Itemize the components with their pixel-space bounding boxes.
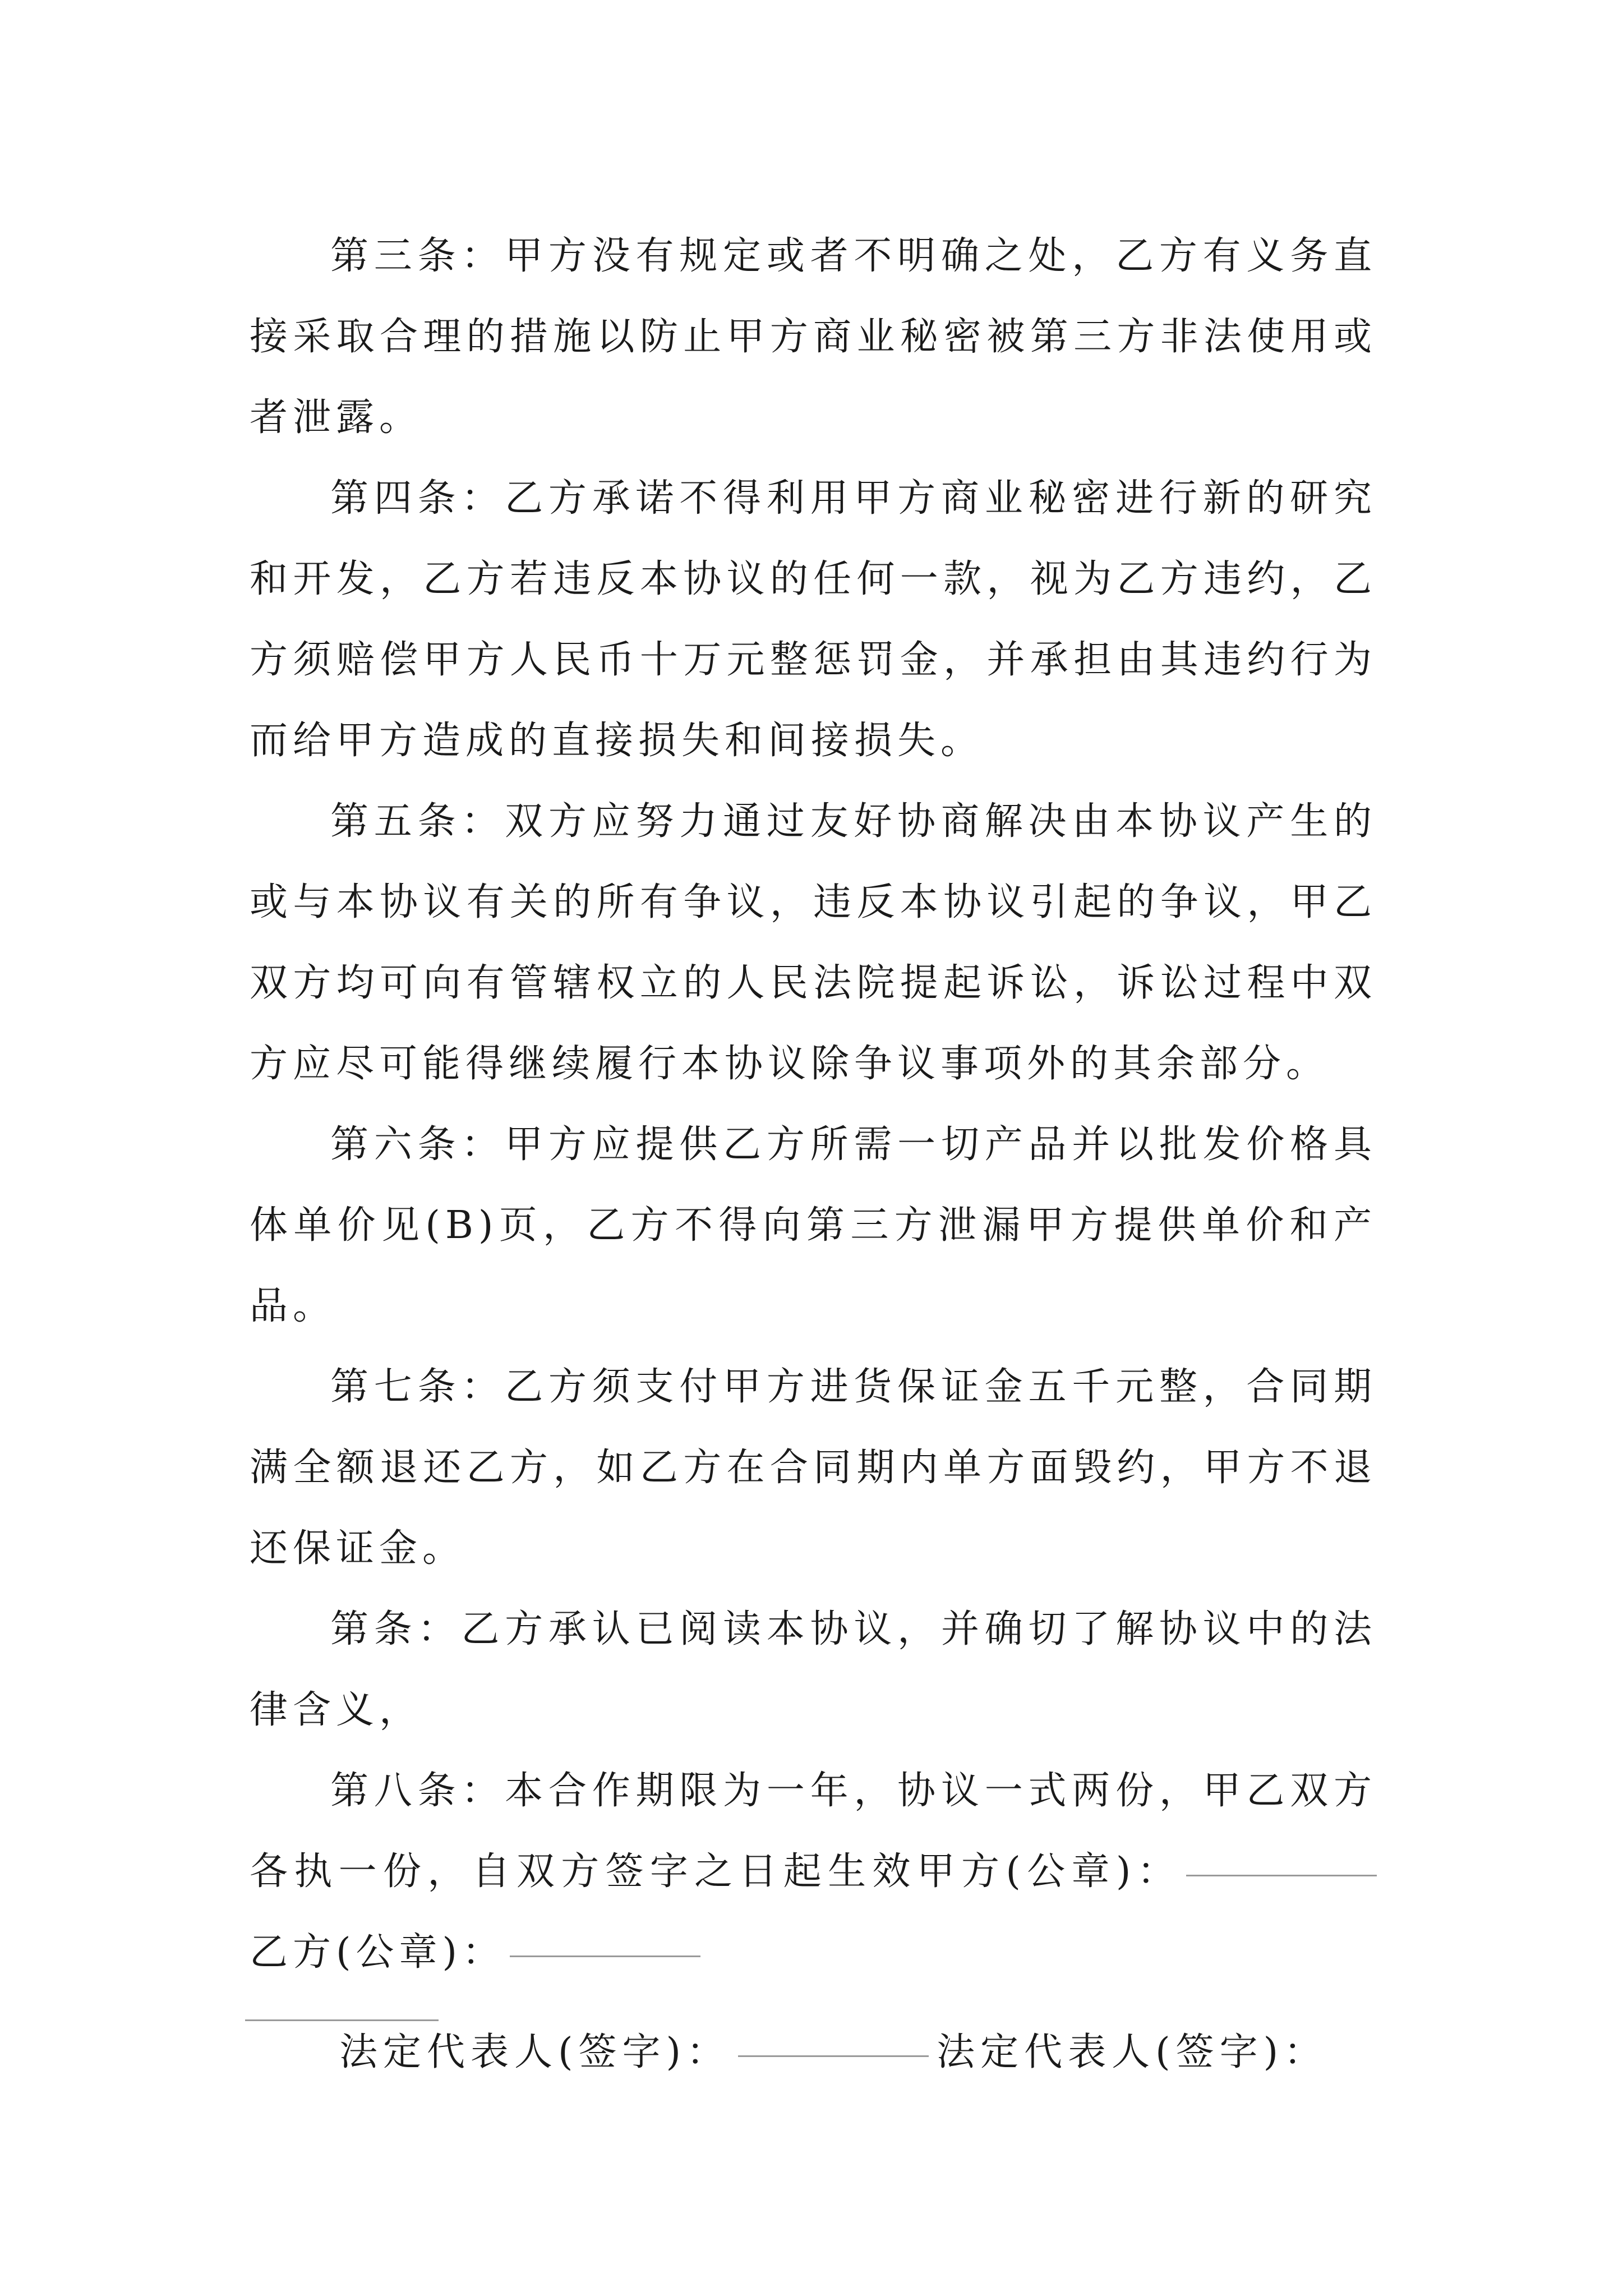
- article-7: 第七条：乙方须支付甲方进货保证金五千元整，合同期满全额退还乙方，如乙方在合同期内单方面毁约，甲方不退还保证金。: [250, 1365, 1377, 1571]
- document-body: [250, 216, 1377, 2093]
- article-4: 第四条：乙方承诺不得利用甲方商业秘密进行新的研究和开发，乙方若违反本协议的任何一款，视为乙方违约，乙方须赔偿甲方人民币十万元整惩罚金，并承担由其违约行为而给甲方造成的直接损失和间接损失。: [250, 476, 1377, 763]
- party-a-representative-label: 法定代表人(签字)：: [339, 2030, 731, 2074]
- article-5: 第五条：双方应努力通过友好协商解决由本协议产生的或与本协议有关的所有争议，违反本协议引起的争议，甲乙双方均可向有管辖权立的人民法院提起诉讼，诉讼过程中双方应尽可能得继续履行本协议除争议事项外的其余部分。: [250, 799, 1377, 1086]
- article-unnumbered: 第条：乙方承认已阅读本协议，并确切了解协议中的法律含义，: [250, 1607, 1377, 1732]
- party-b-seal-label: 乙方(公章)：: [250, 1930, 506, 1975]
- article-3: 第三条：甲方没有规定或者不明确之处，乙方有义务直接采取合理的措施以防止甲方商业秘密被第三方非法使用或者泄露。: [250, 234, 1377, 440]
- article-8: [250, 1751, 1377, 1993]
- article-8-text: 第八条：本合作期限为一年，协议一式两份，甲乙双方各执一份，自双方签字之日起生效甲方(公章)：: [250, 1769, 1377, 1894]
- party-b-representative-label: 法定代表人(签字)：: [937, 2030, 1328, 2074]
- signature-line: [250, 2012, 1377, 2093]
- party-b-seal-blank: [510, 1953, 700, 1957]
- party-a-signature-blank: [738, 2053, 929, 2057]
- party-b-signature-blank: [245, 2019, 439, 2021]
- article-6: 第六条：甲方应提供乙方所需一切产品并以批发价格具体单价见(B)页，乙方不得向第三方泄漏甲方提供单价和产品。: [250, 1122, 1377, 1328]
- party-a-seal-blank: [1186, 1872, 1377, 1876]
